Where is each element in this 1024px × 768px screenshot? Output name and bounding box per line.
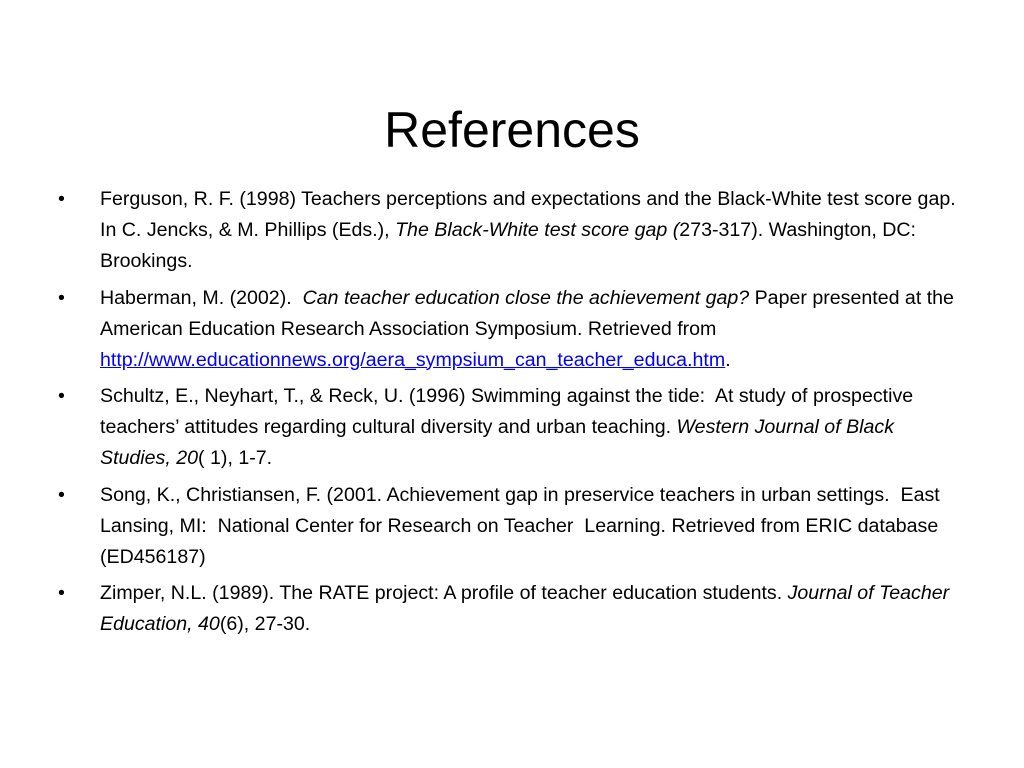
reference-text: [100, 582, 955, 635]
reference-text-segment: Song, K., Christiansen, F. (2001. Achievement gap in preservice teachers in urban settings. East Lansing, MI: National Center for Research on Teacher Learning. Retrieved from ERIC database (ED456187): [100, 483, 946, 568]
reference-text-segment: Schultz, E., Neyhart, T., & Reck, U. (1996) Swimming against the tide: At study of prospective teachers’ attitudes regarding cultural diversity and urban teaching.: [100, 385, 919, 438]
reference-list: [58, 184, 962, 646]
reference-item-song: [58, 480, 958, 573]
reference-text-segment: 273-317). Washington, DC: Brookings.: [100, 219, 927, 272]
reference-item-zimper: [58, 578, 958, 640]
reference-text: [100, 188, 961, 272]
reference-text-segment: (6), 27-30.: [219, 613, 311, 635]
bullet-icon: •: [58, 483, 65, 506]
reference-title-italic: The Black-White test score gap (: [395, 219, 680, 241]
reference-text-segment: .: [725, 348, 731, 371]
slide-title: References: [384, 101, 640, 158]
bullet-icon: •: [58, 385, 65, 407]
reference-journal-italic: Western Journal of Black Studies, 20: [100, 416, 900, 469]
reference-item-schultz: [58, 381, 958, 474]
reference-item-haberman: [58, 283, 958, 376]
bullet-icon: •: [58, 188, 65, 210]
reference-text-segment: Ferguson, R. F. (1998) Teachers perceptions and expectations and the Black-White test score gap. In C. Jencks, & M. Phillips (Eds.),: [100, 188, 962, 241]
bullet-icon: •: [58, 286, 65, 309]
reference-title-italic: Can teacher education close the achievement gap?: [302, 286, 750, 309]
reference-text-segment: ( 1), 1-7.: [198, 447, 273, 469]
reference-item-ferguson: [58, 184, 962, 277]
reference-text: [100, 484, 945, 568]
reference-journal-italic: Journal of Teacher Education, 40: [100, 582, 955, 635]
reference-text: [100, 385, 919, 469]
reference-text: [100, 287, 958, 371]
reference-url-link[interactable]: http://www.educationnews.org/aera_sympsium_can_teacher_educa.htm: [100, 348, 726, 371]
reference-text-segment: Haberman, M. (2002).: [100, 286, 303, 309]
bullet-icon: •: [58, 582, 65, 604]
reference-text-segment: Paper presented at the American Education Research Association Symposium. Retrieved from: [100, 286, 959, 340]
reference-text-segment: Zimper, N.L. (1989). The RATE project: A profile of teacher education students.: [100, 582, 788, 604]
